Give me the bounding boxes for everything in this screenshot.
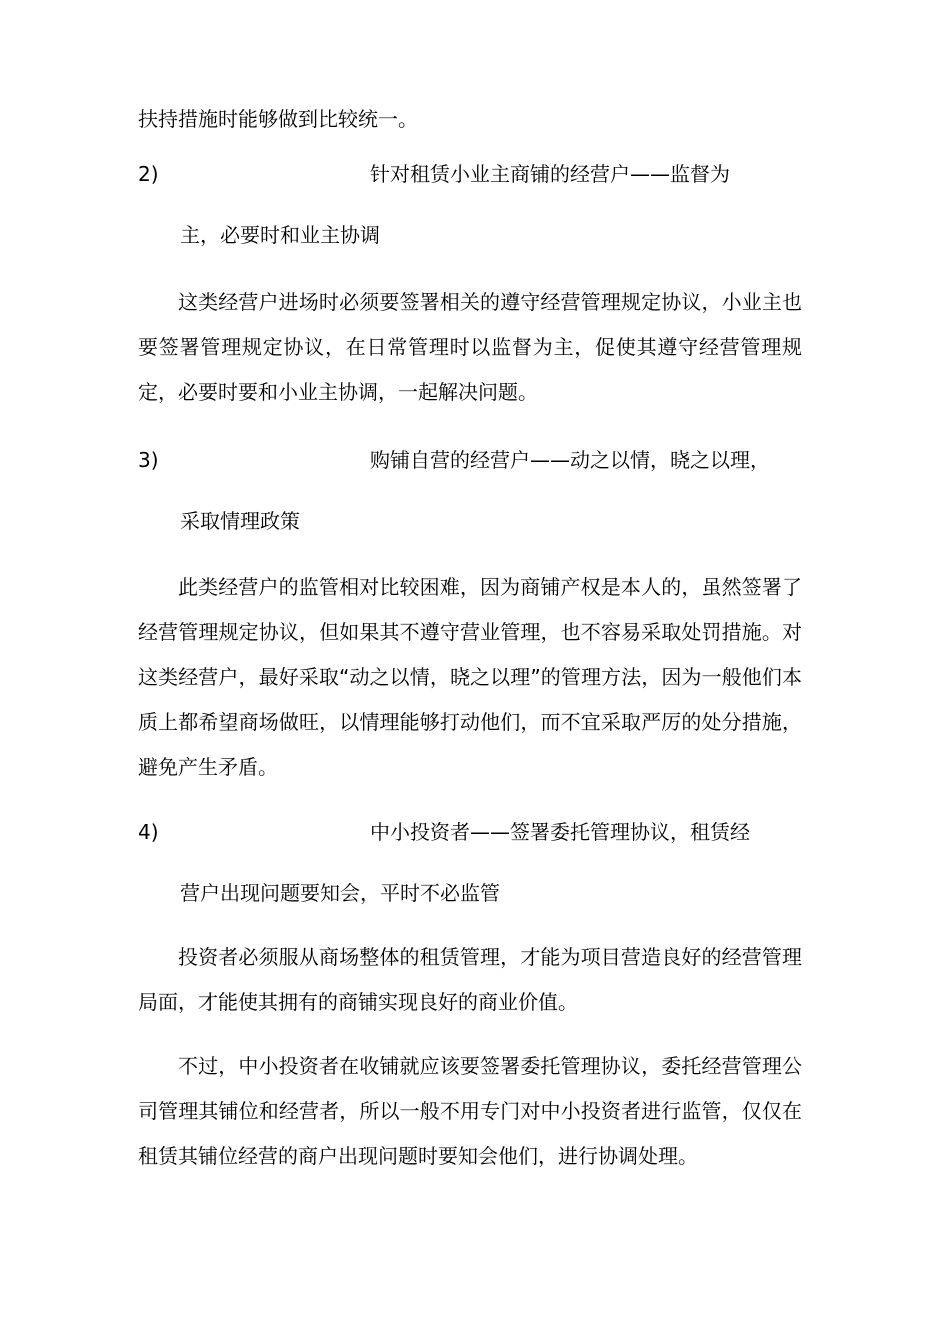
section-2-heading-line2: 主，必要时和业主协调 <box>180 223 380 247</box>
section-3-heading-line2: 采取情理政策 <box>180 509 300 533</box>
section-4-paragraph-2: 不过，中小投资者在收铺就应该要签署委托管理协议，委托经营管理公司管理其铺位和经营者，所以一般不用专门对中小投资者进行监管，仅仅在租赁其铺位经营的商户出现问题时要知会他们，进行协调处理。 <box>138 1054 802 1168</box>
section-4-heading-line1: 中小投资者——签署委托管理协议，租赁经 <box>370 820 750 844</box>
section-3-paragraph: 此类经营户的监管相对比较困难，因为商铺产权是本人的，虽然签署了经营管理规定协议，但如果其不遵守营业管理，也不容易采取处罚措施。对这类经营户，最好采取“动之以情，晓之以理”的管理方法，因为一般他们本质上都希望商场做旺，以情理能够打动他们，而不宜采取严厉的处分措施，避免产生矛盾。 <box>138 575 802 779</box>
section-4-heading-line2: 营户出现问题要知会，平时不必监管 <box>180 881 500 905</box>
section-4-number: 4) <box>138 820 159 844</box>
opening-line: 扶持措施时能够做到比较统一。 <box>138 107 418 131</box>
section-2-paragraph: 这类经营户进场时必须要签署相关的遵守经营管理规定协议，小业主也要签署管理规定协议，在日常管理时以监督为主，促使其遵守经营管理规定，必要时要和小业主协调，一起解决问题。 <box>138 290 802 404</box>
section-3-number: 3) <box>138 448 159 472</box>
section-3-heading-line1: 购铺自营的经营户——动之以情，晓之以理， <box>370 448 770 472</box>
section-2-number: 2) <box>138 162 159 186</box>
section-4-paragraph-1: 投资者必须服从商场整体的租赁管理，才能为项目营造良好的经营管理局面，才能使其拥有的商铺实现良好的商业价值。 <box>138 945 802 1014</box>
section-2-heading-line1: 针对租赁小业主商铺的经营户——监督为 <box>370 162 730 186</box>
